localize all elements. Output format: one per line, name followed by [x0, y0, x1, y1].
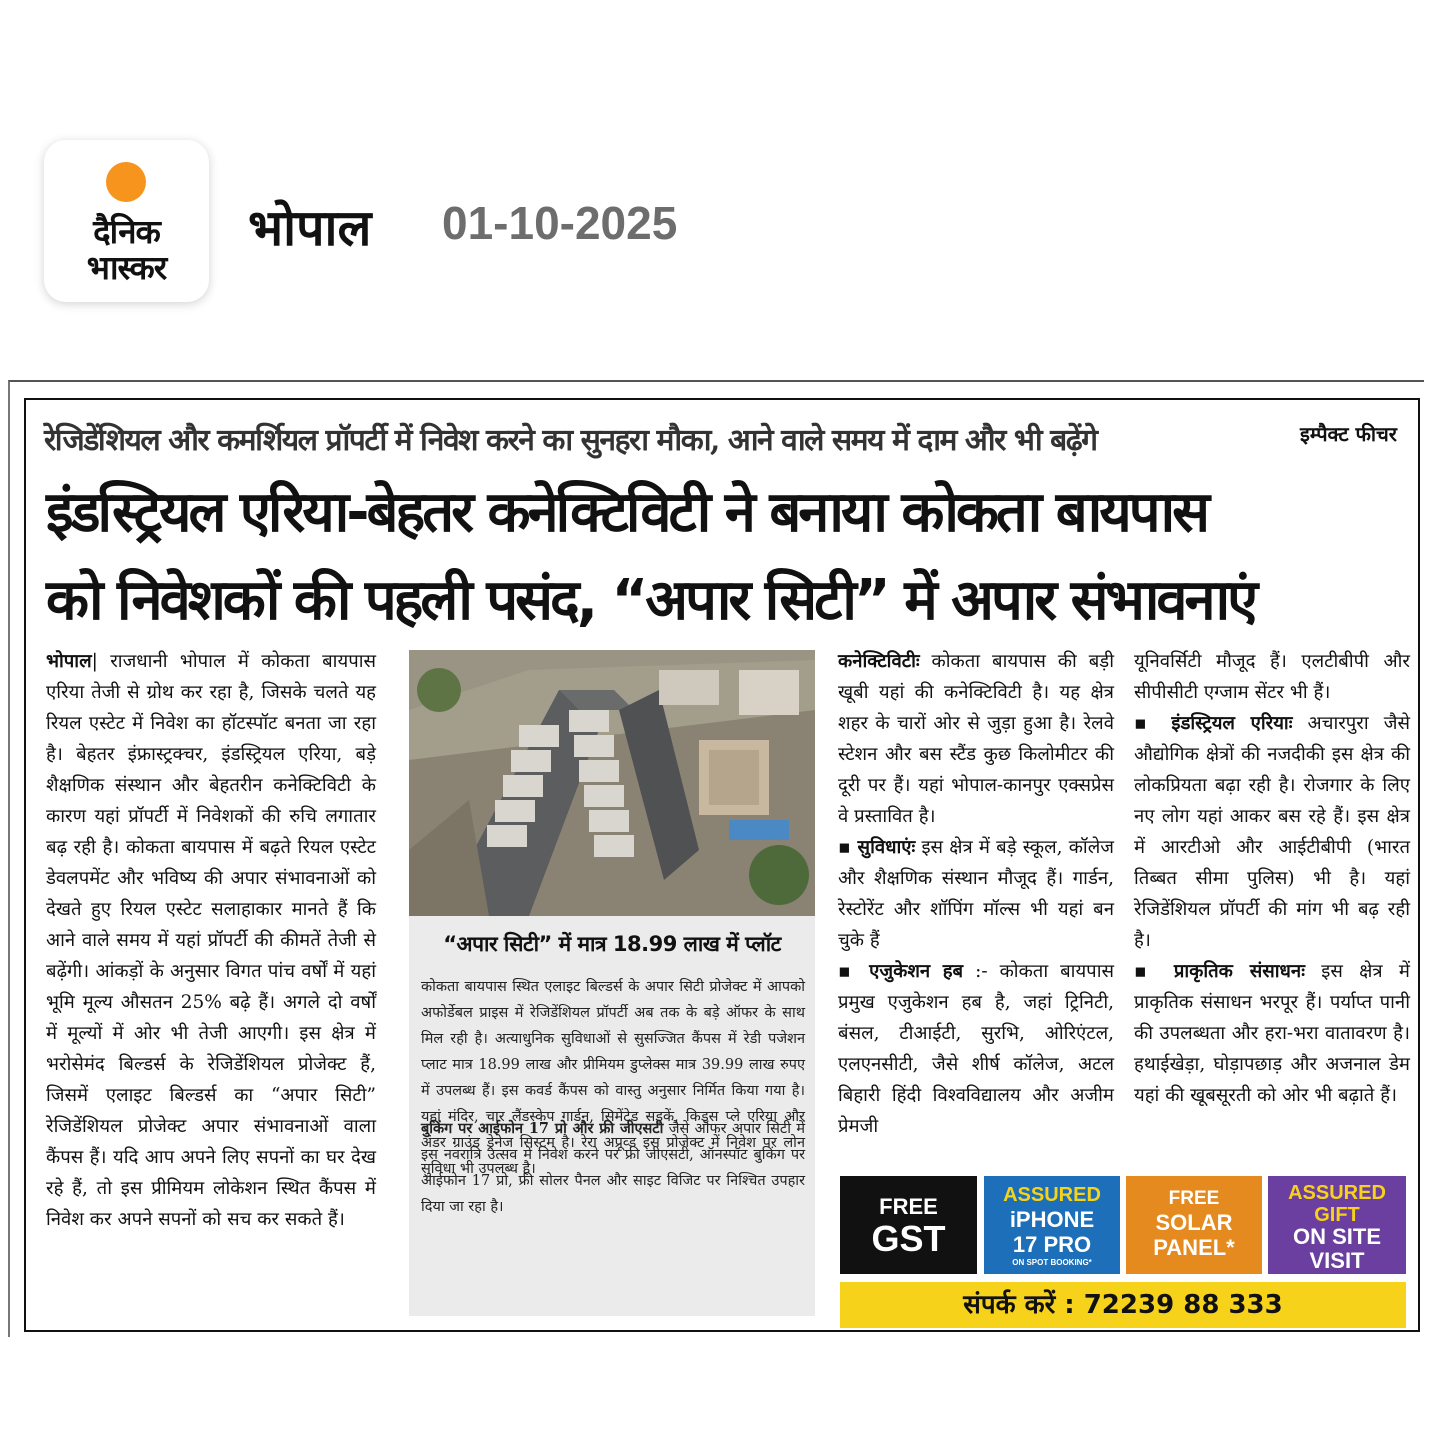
connectivity-lead: कनेक्टिविटीः	[838, 651, 920, 672]
dainik-bhaskar-logo	[44, 140, 209, 302]
free-gst-badge	[840, 1176, 977, 1274]
industrial-text: अचारपुरा जैसे औद्योगिक क्षेत्रों की नजदीकी इस क्षेत्र की लोकप्रियता बढ़ा रही है। रोजगार के लिए नए लोग यहां आकर बस रहे हैं। इस क्षेत्र में आरटीओ और आईटीबीपी (भारत तिब्बत सीमा पुलिस) भी है। यहां रेजिडेंशियल प्रॉपर्टी की मांग भी बढ़ रही है।	[1134, 713, 1410, 951]
sun-icon	[106, 162, 146, 202]
offer-box-text-2-body: जैसे ऑफर अपार सिटी में इस नवरात्रि उत्सव में निवेश करने पर फ्री जीएसटी, ऑनस्पॉट बुकिंग पर आईफोन 17 प्रो, फ्री सोलर पैनल और साइट विजिट पर निश्चित उपहार दिया जा रहा है।	[421, 1121, 805, 1215]
iphone-line1: ASSURED	[1003, 1184, 1101, 1206]
impact-feature-label: इम्पैक्ट फीचर	[1300, 422, 1397, 446]
solar-line1: FREE	[1168, 1188, 1220, 1209]
iphone-line4: ON SPOT BOOKING*	[1012, 1258, 1092, 1267]
free-solar-panel-badge	[1126, 1176, 1262, 1274]
facilities-text: इस क्षेत्र में बड़े स्कूल, कॉलेज और शैक्षणिक संस्थान मौजूद हैं। गार्डन, रेस्टोरेंट और शॉपिंग मॉल्स भी यहां बन चुके हैं	[838, 837, 1114, 951]
connectivity-text: कोकता बायपास की बड़ी खूबी यहां की कनेक्टिविटी है। यह क्षेत्र शहर के चारों ओर से जुड़ा हुआ है। रेलवे स्टेशन और बस स्टैंड कुछ किलोमीटर की दूरी पर हैं। यहां भोपाल-कानपुर एक्सप्रेस वे प्रस्तावित है।	[838, 651, 1114, 827]
education-lead: ▪ एजुकेशन हब	[838, 961, 964, 982]
article-column-3	[838, 646, 1114, 1142]
logo-text-line1: दैनिक	[93, 212, 160, 251]
gift-line2: GIFT	[1314, 1204, 1360, 1226]
solar-line3: PANEL*	[1153, 1235, 1235, 1260]
industrial-lead: ▪ इंडस्ट्रियल एरियाः	[1134, 713, 1293, 734]
natural-resources-lead: ▪ प्राकृतिक संसाधनः	[1134, 961, 1305, 982]
article-kicker: रेजिडेंशियल और कमर्शियल प्रॉपर्टी में निवेश करने का सुनहरा मौका, आने वाले समय में दाम और भी बढ़ेंगे	[44, 423, 1097, 458]
assured-gift-badge	[1268, 1176, 1406, 1274]
university-text: यूनिवर्सिटी मौजूद हैं। एलटीबीपी और सीपीसीटी एग्जाम सेंटर भी हैं।	[1134, 651, 1410, 703]
assured-iphone-badge	[984, 1176, 1120, 1274]
headline-line-2: को निवेशकों की पहली पसंद, “अपार सिटी” में अपार संभावनाएं	[46, 568, 1256, 633]
gift-line4: VISIT	[1309, 1248, 1365, 1273]
edition-date: 01-10-2025	[442, 197, 678, 249]
offer-box-text-2	[421, 1116, 805, 1220]
natural-resources-text: इस क्षेत्र में प्राकृतिक संसाधन भरपूर हैं। पर्याप्त पानी की उपलब्धता और हरा-भरा वातावरण है। हथाईखेड़ा, घोड़ापछाड़ और अजनाल डेम यहां की खूबसूरती को ओर भी बढ़ाते हैं।	[1134, 961, 1410, 1106]
column-1-text: | राजधानी भोपाल में कोकता बायपास एरिया तेजी से ग्रोथ कर रहा है, जिसके चलते यह रियल एस्टेट में निवेश का हॉटस्पॉट बनता जा रहा है। बेहतर इंफ्रास्ट्रक्चर, इंडस्ट्रियल एरिया, बड़े शैक्षणिक संस्थान और बेहतरीन कनेक्टिविटी के कारण यहां प्रॉपर्टी में निवेशकों की रुचि लगातार बढ़ रही है। कोकता बायपास में बढ़ते रियल एस्टेट डेवलपमेंट और भविष्य की अपार संभावनाओं को देखते हुए रियल एस्टेट सलाहाकार मानते हैं कि आने वाले समय में यहां प्रॉपर्टी की कीमतें तेजी से बढ़ेंगी। आंकड़ों के अनुसार विगत पांच वर्षों में यहां भूमि मूल्य औसतन 25% बढ़े हैं। अगले दो वर्षों में मूल्यों में ओर भी तेजी आएगी। इस क्षेत्र में भरोसेमंद बिल्डर्स के रेजिडेंशियल प्रोजेक्ट हैं, जिसमें एलाइट बिल्डर्स का “अपार सिटी” रेजिडेंशियल प्रोजेक्ट अपार संभावनाओं वाला कैंपस हैं। यदि आप अपने लिए सपनों का घर देख रहे हैं, तो इस प्रीमियम लोकेशन स्थित कैंपस में निवेश कर अपने सपनों को सच कर सकते हैं।	[46, 651, 376, 1230]
solar-line2: SOLAR	[1155, 1210, 1233, 1235]
aerial-view-illustration	[409, 650, 815, 916]
offer-box-text-1: कोकता बायपास स्थित एलाइट बिल्डर्स के अपार सिटी प्रोजेक्ट में आपको अफोर्डेबल प्राइस में रेजिडेंशियल प्रॉपर्टी अब तक के बड़े ऑफर के साथ मिल रही है। अत्याधुनिक सुविधाओं से सुसज्जित कैंपस में रेडी पजेशन प्लाट मात्र 18.99 लाख और प्रीमियम डुप्लेक्स मात्र 39.99 लाख रुपए में उपलब्ध हैं। इस कवर्ड कैंपस को वास्तु अनुसार निर्मित किया गया है। यहां मंदिर, चार लैंडस्केप गार्डन, सिमेंटेड सड़कें, किड्स प्ले एरिया और अंडर ग्राउंड ड्रेनेज सिस्टम है। रेरा अप्रूव्ड इस प्रोजेक्ट में निवेश पर लोन सुविधा भी उपलब्ध है।	[421, 979, 805, 1177]
facilities-lead: ▪ सुविधाएंः	[838, 837, 916, 858]
gift-line1: ASSURED	[1288, 1182, 1386, 1204]
offer-box-title: “अपार सिटी” में मात्र 18.99 लाख में प्लॉट	[443, 932, 781, 956]
dateline: भोपाल	[46, 651, 92, 672]
education-text: :- कोकता बायपास प्रमुख एजुकेशन हब है, जहां ट्रिनिटी, बंसल, टीआईटी, सुरभि, ओरिएंटल, एलएनसीटी, जैसे शीर्ष कॉलेज, अटल बिहारी हिंदी विश्वविद्यालय और अजीम प्रेमजी	[838, 961, 1114, 1137]
contact-bar: संपर्क करें : 72239 88 333	[840, 1282, 1406, 1328]
gst-line1: FREE	[879, 1194, 938, 1219]
headline-line-1: इंडस्ट्रियल एरिया-बेहतर कनेक्टिविटी ने बनाया कोकता बायपास	[46, 480, 1207, 545]
offer-box-lead: बुकिंग पर आईफोन 17 प्रो और फ्री जीएसटी	[421, 1120, 664, 1137]
iphone-line3: 17 PRO	[1012, 1232, 1092, 1257]
aerial-project-photo	[409, 650, 815, 916]
article-column-4	[1134, 646, 1410, 1111]
article-column-1	[46, 646, 376, 1235]
offer-info-box	[409, 916, 815, 1316]
gst-line2: GST	[871, 1218, 946, 1259]
iphone-line2: iPHONE	[1009, 1207, 1095, 1232]
logo-text-line2: भास्कर	[86, 248, 167, 287]
gift-line3: ON SITE	[1292, 1224, 1381, 1249]
edition-city: भोपाल	[248, 199, 372, 257]
